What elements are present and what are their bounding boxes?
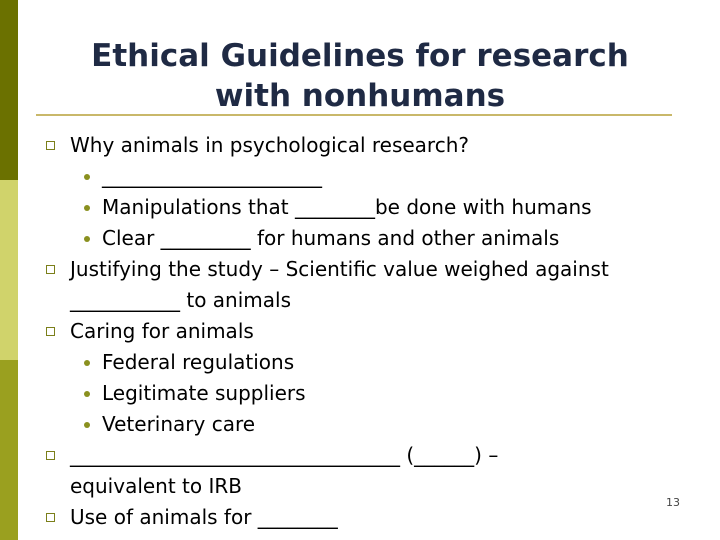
- square-bullet-icon: [46, 513, 55, 522]
- slide-title-line-2: with nonhumans: [214, 78, 506, 114]
- bullet-text-line-1: _________________________________ (______) –: [70, 443, 499, 467]
- dot-bullet-icon: [84, 360, 90, 366]
- bullet-list: [44, 130, 674, 533]
- page-number: 13: [666, 496, 680, 509]
- sub-bullet-text: Federal regulations: [102, 350, 295, 374]
- bullet-text: Use of animals for ________: [70, 505, 338, 529]
- left-accent-bar-middle: [0, 180, 18, 360]
- sub-bullet-text: Clear _________ for humans and other animals: [102, 226, 560, 250]
- sub-bullet-item: [44, 192, 674, 223]
- square-bullet-icon: [46, 451, 55, 460]
- square-bullet-icon: [46, 141, 55, 150]
- sub-bullet-item: [44, 223, 674, 254]
- slide-title: [40, 36, 680, 116]
- bullet-text: Caring for animals: [70, 319, 254, 343]
- sub-bullet-text: Manipulations that ________be done with humans: [102, 195, 592, 219]
- bullet-text-line-1: Justifying the study – Scientific value weighed against: [70, 257, 609, 281]
- sub-bullet-text: Legitimate suppliers: [102, 381, 306, 405]
- bullet-text: Why animals in psychological research?: [70, 133, 470, 157]
- bullet-item: [44, 254, 674, 316]
- dot-bullet-icon: [84, 236, 90, 242]
- dot-bullet-icon: [84, 391, 90, 397]
- bullet-text-line-2: equivalent to IRB: [70, 474, 243, 498]
- left-accent-bar-bottom: [0, 360, 18, 540]
- dot-bullet-icon: [84, 174, 90, 180]
- title-divider: [36, 114, 672, 116]
- left-accent-bar-top: [0, 0, 18, 180]
- square-bullet-icon: [46, 327, 55, 336]
- square-bullet-icon: [46, 265, 55, 274]
- dot-bullet-icon: [84, 422, 90, 428]
- dot-bullet-icon: [84, 205, 90, 211]
- sub-bullet-text: Veterinary care: [102, 412, 256, 436]
- sub-bullet-item: [44, 347, 674, 378]
- bullet-item: [44, 440, 674, 502]
- sub-bullet-text: ______________________: [102, 164, 322, 188]
- sub-bullet-item: [44, 378, 674, 409]
- bullet-item: [44, 130, 674, 161]
- bullet-item: [44, 502, 674, 533]
- bullet-text-line-2: ___________ to animals: [70, 288, 291, 312]
- bullet-item: [44, 316, 674, 347]
- sub-bullet-item: [44, 409, 674, 440]
- slide-title-line-1: Ethical Guidelines for research: [91, 38, 629, 74]
- sub-bullet-item: [44, 161, 674, 192]
